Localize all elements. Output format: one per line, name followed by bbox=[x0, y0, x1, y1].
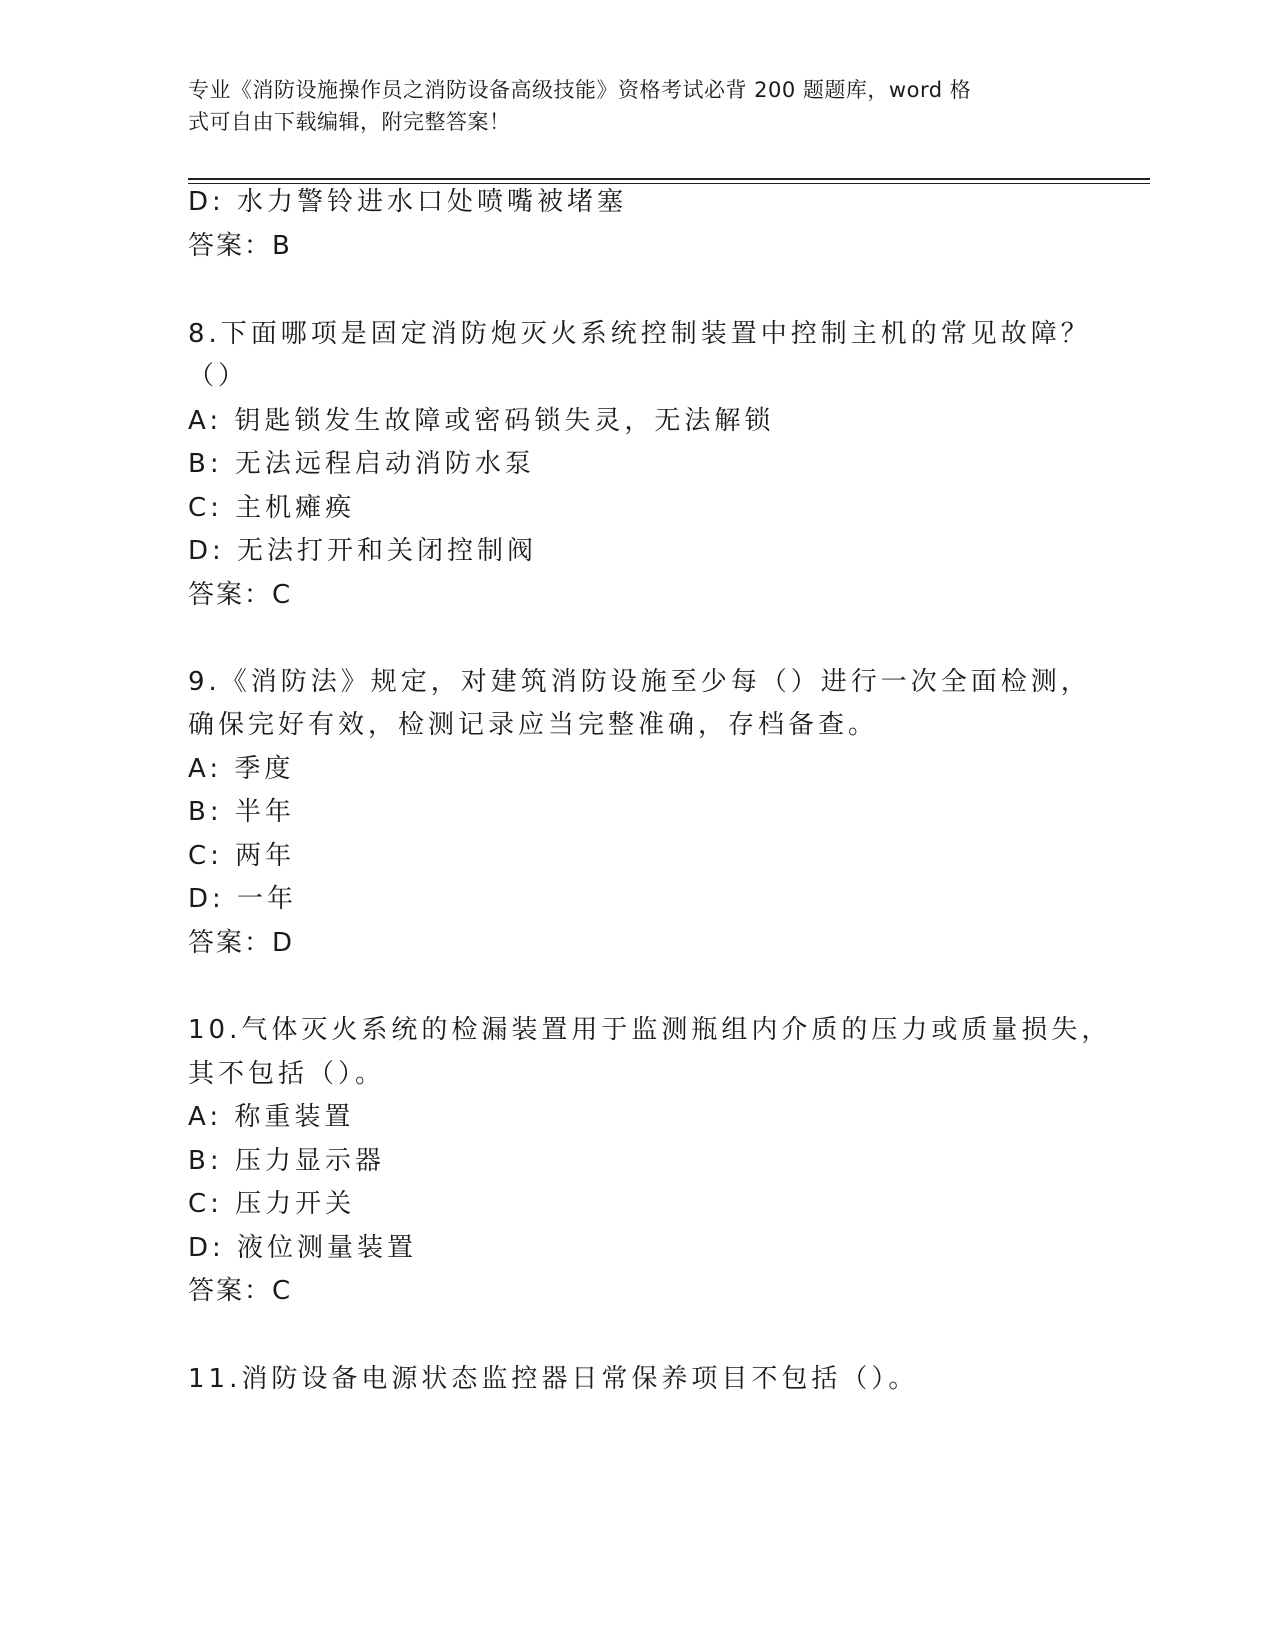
option-c: C: 两年 bbox=[188, 841, 296, 871]
option-d: D: 水力警铃进水口处喷嘴被堵塞 bbox=[188, 187, 628, 217]
option-a: A: 季度 bbox=[188, 754, 295, 784]
question-9: 9.《消防法》规定，对建筑消防设施至少每（）进行一次全面检测， bbox=[188, 667, 1091, 697]
question-10-cont: 其不包括（）。 bbox=[188, 1059, 386, 1089]
question-11: 11.消防设备电源状态监控器日常保养项目不包括（）。 bbox=[188, 1364, 919, 1394]
question-10: 10.气体灭火系统的检漏装置用于监测瓶组内介质的压力或质量损失， bbox=[188, 1015, 1112, 1045]
answer: 答案：D bbox=[188, 928, 295, 958]
header-line-2: 式可自由下载编辑，附完整答案！ bbox=[188, 110, 511, 134]
option-b: B: 压力显示器 bbox=[188, 1146, 385, 1176]
option-a: A: 称重装置 bbox=[188, 1102, 355, 1132]
question-8-blank: （） bbox=[188, 361, 249, 391]
document-header bbox=[188, 74, 1068, 138]
option-c: C: 主机瘫痪 bbox=[188, 493, 356, 523]
option-c: C: 压力开关 bbox=[188, 1189, 356, 1219]
option-b: B: 无法远程启动消防水泵 bbox=[188, 449, 535, 479]
header-line-1: 专业《消防设施操作员之消防设备高级技能》资格考试必背 200 题题库，word 格 bbox=[188, 78, 972, 102]
option-d: D: 液位测量装置 bbox=[188, 1233, 418, 1263]
question-9-cont: 确保完好有效，检测记录应当完整准确，存档备查。 bbox=[188, 710, 879, 740]
answer: 答案：C bbox=[188, 580, 293, 610]
option-d: D: 无法打开和关闭控制阀 bbox=[188, 536, 538, 566]
option-a: A: 钥匙锁发生故障或密码锁失灵，无法解锁 bbox=[188, 406, 775, 436]
question-8: 8.下面哪项是固定消防炮灭火系统控制装置中控制主机的常见故障？ bbox=[188, 319, 1091, 349]
option-b: B: 半年 bbox=[188, 797, 295, 827]
option-d: D: 一年 bbox=[188, 884, 298, 914]
header-divider bbox=[188, 178, 1150, 180]
answer: 答案：B bbox=[188, 231, 292, 261]
answer: 答案：C bbox=[188, 1276, 293, 1306]
